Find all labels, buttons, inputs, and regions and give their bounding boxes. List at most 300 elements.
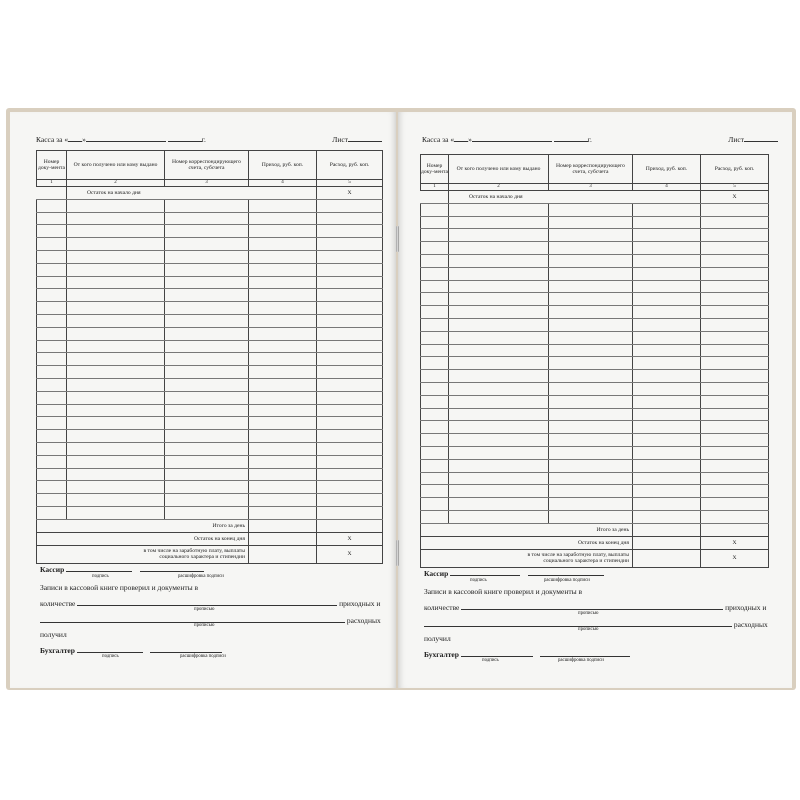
day-total-income[interactable] <box>249 519 317 532</box>
year-suffix: г. <box>587 135 592 144</box>
entry-cell[interactable] <box>37 314 67 327</box>
entry-cell[interactable] <box>317 430 383 443</box>
entry-cell[interactable] <box>449 446 549 459</box>
salary-label <box>421 549 633 567</box>
entry-cell[interactable] <box>37 238 67 251</box>
entry-cell[interactable] <box>317 506 383 519</box>
entry-cell[interactable] <box>449 472 549 485</box>
entry-cell[interactable] <box>249 506 317 519</box>
entry-cell[interactable] <box>549 357 633 370</box>
accountant-decoding-field[interactable] <box>540 649 630 657</box>
entry-cell[interactable] <box>701 229 769 242</box>
month-field[interactable] <box>472 134 552 142</box>
entry-cell[interactable] <box>449 293 549 306</box>
entry-cell[interactable] <box>449 382 549 395</box>
entry-cell[interactable] <box>449 498 549 511</box>
entry-cell[interactable] <box>165 314 249 327</box>
entry-cell[interactable] <box>549 306 633 319</box>
sheet-field[interactable] <box>744 134 778 142</box>
entry-cell[interactable] <box>37 340 67 353</box>
entry-cell[interactable] <box>165 225 249 238</box>
entry-cell[interactable] <box>449 421 549 434</box>
entry-cell[interactable] <box>317 442 383 455</box>
entry-cell[interactable] <box>633 395 701 408</box>
entry-cell[interactable] <box>37 276 67 289</box>
entry-cell[interactable] <box>421 434 449 447</box>
entry-cell[interactable] <box>317 455 383 468</box>
entry-cell[interactable] <box>67 314 165 327</box>
entry-cell[interactable] <box>249 391 317 404</box>
entry-cell[interactable] <box>449 242 549 255</box>
accountant-decoding-field[interactable] <box>150 645 222 653</box>
entry-cell[interactable] <box>67 353 165 366</box>
entry-cell[interactable] <box>421 510 449 523</box>
entry-cell[interactable] <box>37 353 67 366</box>
entry-cell[interactable] <box>633 485 701 498</box>
entry-cell[interactable] <box>549 510 633 523</box>
entry-cell[interactable] <box>449 318 549 331</box>
entry-cell[interactable] <box>633 254 701 267</box>
table-row <box>37 289 383 302</box>
accountant-signature-field[interactable] <box>77 645 143 653</box>
entry-cell[interactable] <box>449 370 549 383</box>
entry-cell[interactable] <box>421 395 449 408</box>
cashier-decoding-field[interactable] <box>140 564 204 572</box>
incoming-count-field[interactable] <box>461 602 723 610</box>
entry-cell[interactable] <box>449 408 549 421</box>
entry-cell[interactable] <box>317 289 383 302</box>
entry-cell[interactable] <box>449 510 549 523</box>
entry-cell[interactable] <box>701 485 769 498</box>
entry-cell[interactable] <box>37 442 67 455</box>
entry-cell[interactable] <box>549 459 633 472</box>
entry-cell[interactable] <box>165 302 249 315</box>
day-total-label: Итого за день <box>421 523 633 536</box>
entry-cell[interactable] <box>421 254 449 267</box>
entry-cell[interactable] <box>549 203 633 216</box>
table-row <box>421 395 769 408</box>
entry-cell[interactable] <box>633 446 701 459</box>
entry-cell[interactable] <box>317 238 383 251</box>
x-mark: X <box>317 545 383 563</box>
entry-cell[interactable] <box>549 293 633 306</box>
entry-cell[interactable] <box>421 408 449 421</box>
entry-cell[interactable] <box>549 485 633 498</box>
entry-cell[interactable] <box>249 302 317 315</box>
received-label: получил <box>424 634 451 643</box>
cashier-label: Кассир <box>424 569 449 578</box>
salary-line1: в том числе на заработную плату, выплаты <box>527 551 629 558</box>
entry-cell[interactable] <box>37 225 67 238</box>
entry-cell[interactable] <box>67 468 165 481</box>
entry-cell[interactable] <box>449 434 549 447</box>
table-row <box>37 481 383 494</box>
entry-cell[interactable] <box>701 395 769 408</box>
entry-cell[interactable] <box>249 263 317 276</box>
entry-cell[interactable] <box>421 485 449 498</box>
entry-cell[interactable] <box>165 250 249 263</box>
entry-cell[interactable] <box>701 216 769 229</box>
entry-cell[interactable] <box>633 344 701 357</box>
entry-cell[interactable] <box>37 455 67 468</box>
entry-cell[interactable] <box>317 366 383 379</box>
entry-cell[interactable] <box>165 442 249 455</box>
entry-cell[interactable] <box>449 344 549 357</box>
entry-cell[interactable] <box>549 242 633 255</box>
entry-cell[interactable] <box>67 455 165 468</box>
entry-cell[interactable] <box>249 250 317 263</box>
entry-cell[interactable] <box>701 357 769 370</box>
entry-cell[interactable] <box>633 382 701 395</box>
entry-cell[interactable] <box>67 378 165 391</box>
entry-cell[interactable] <box>165 506 249 519</box>
entry-cell[interactable] <box>317 340 383 353</box>
entry-cell[interactable] <box>701 472 769 485</box>
entry-cell[interactable] <box>633 267 701 280</box>
entry-cell[interactable] <box>633 370 701 383</box>
entry-cell[interactable] <box>317 417 383 430</box>
cashier-decoding-field[interactable] <box>528 568 604 576</box>
entry-cell[interactable] <box>37 302 67 315</box>
table-row <box>37 468 383 481</box>
entry-cell[interactable] <box>165 199 249 212</box>
entry-cell[interactable] <box>421 446 449 459</box>
entry-cell[interactable] <box>549 408 633 421</box>
entry-cell[interactable] <box>37 263 67 276</box>
entry-cell[interactable] <box>421 280 449 293</box>
entry-cell[interactable] <box>449 306 549 319</box>
entry-cell[interactable] <box>701 306 769 319</box>
entry-cell[interactable] <box>633 280 701 293</box>
entry-cell[interactable] <box>249 430 317 443</box>
entry-cell[interactable] <box>317 353 383 366</box>
entry-cell[interactable] <box>67 494 165 507</box>
entry-cell[interactable] <box>421 229 449 242</box>
entry-cell[interactable] <box>701 344 769 357</box>
entry-cell[interactable] <box>549 446 633 459</box>
entry-cell[interactable] <box>165 366 249 379</box>
entry-cell[interactable] <box>633 229 701 242</box>
entry-cell[interactable] <box>67 199 165 212</box>
entry-cell[interactable] <box>549 344 633 357</box>
entry-cell[interactable] <box>67 481 165 494</box>
entry-cell[interactable] <box>421 306 449 319</box>
entry-cell[interactable] <box>701 459 769 472</box>
entry-cell[interactable] <box>549 421 633 434</box>
entry-cell[interactable] <box>165 455 249 468</box>
entry-cell[interactable] <box>421 498 449 511</box>
table-row <box>37 366 383 379</box>
entry-cell[interactable] <box>701 408 769 421</box>
x-mark: X <box>701 549 769 567</box>
entry-cell[interactable] <box>701 382 769 395</box>
entry-cell[interactable] <box>633 242 701 255</box>
day-field[interactable] <box>68 134 82 142</box>
entry-cell[interactable] <box>37 430 67 443</box>
entry-cell[interactable] <box>249 238 317 251</box>
salary-value[interactable] <box>249 545 317 563</box>
entry-cell[interactable] <box>165 238 249 251</box>
entry-cell[interactable] <box>633 459 701 472</box>
entry-cell[interactable] <box>67 289 165 302</box>
entry-cell[interactable] <box>449 459 549 472</box>
entry-cell[interactable] <box>421 357 449 370</box>
entry-cell[interactable] <box>701 498 769 511</box>
year-field[interactable] <box>554 134 588 142</box>
entry-cell[interactable] <box>701 510 769 523</box>
cash-form-right <box>398 112 792 688</box>
entry-cell[interactable] <box>317 468 383 481</box>
entry-cell[interactable] <box>421 472 449 485</box>
entry-cell[interactable] <box>549 331 633 344</box>
entry-cell[interactable] <box>165 494 249 507</box>
entry-cell[interactable] <box>633 216 701 229</box>
entry-cell[interactable] <box>165 378 249 391</box>
entry-cell[interactable] <box>37 327 67 340</box>
entry-cell[interactable] <box>549 370 633 383</box>
entry-cell[interactable] <box>249 455 317 468</box>
entry-cell[interactable] <box>549 229 633 242</box>
entry-cell[interactable] <box>165 276 249 289</box>
entry-cell[interactable] <box>421 293 449 306</box>
entry-cell[interactable] <box>249 276 317 289</box>
entry-cell[interactable] <box>165 353 249 366</box>
entry-cell[interactable] <box>701 293 769 306</box>
entry-cell[interactable] <box>67 506 165 519</box>
entry-cell[interactable] <box>317 212 383 225</box>
entry-cell[interactable] <box>165 327 249 340</box>
entry-cell[interactable] <box>249 353 317 366</box>
entry-cell[interactable] <box>37 378 67 391</box>
entry-cell[interactable] <box>249 494 317 507</box>
entry-cell[interactable] <box>701 267 769 280</box>
entry-cell[interactable] <box>67 366 165 379</box>
entry-cell[interactable] <box>633 203 701 216</box>
entry-cell[interactable] <box>165 263 249 276</box>
entry-cell[interactable] <box>449 395 549 408</box>
entry-cell[interactable] <box>633 408 701 421</box>
entry-cell[interactable] <box>67 225 165 238</box>
entry-cell[interactable] <box>37 250 67 263</box>
entry-cell[interactable] <box>633 318 701 331</box>
entry-cell[interactable] <box>67 263 165 276</box>
entry-cell[interactable] <box>421 331 449 344</box>
entry-cell[interactable] <box>449 216 549 229</box>
entry-cell[interactable] <box>549 318 633 331</box>
entry-cell[interactable] <box>249 468 317 481</box>
entry-cell[interactable] <box>449 280 549 293</box>
day-total-income[interactable] <box>633 523 701 536</box>
entry-cell[interactable] <box>421 459 449 472</box>
entry-cell[interactable] <box>67 430 165 443</box>
entry-cell[interactable] <box>317 225 383 238</box>
entry-cell[interactable] <box>633 357 701 370</box>
table-row <box>37 430 383 443</box>
entry-cell[interactable] <box>633 498 701 511</box>
empty-cell <box>37 187 67 200</box>
entry-cell[interactable] <box>249 417 317 430</box>
entry-cell[interactable] <box>701 370 769 383</box>
outgoing-count-field[interactable] <box>424 619 732 627</box>
month-field[interactable] <box>86 134 166 142</box>
entry-cell[interactable] <box>249 340 317 353</box>
entry-cell[interactable] <box>633 331 701 344</box>
entry-cell[interactable] <box>549 472 633 485</box>
day-total-expense[interactable] <box>317 519 383 532</box>
entry-cell[interactable] <box>701 203 769 216</box>
entry-cell[interactable] <box>421 216 449 229</box>
entry-cell[interactable] <box>249 199 317 212</box>
year-field[interactable] <box>168 134 202 142</box>
entry-cell[interactable] <box>449 229 549 242</box>
entry-cell[interactable] <box>701 280 769 293</box>
entry-cell[interactable] <box>449 203 549 216</box>
entry-cell[interactable] <box>701 254 769 267</box>
sheet-label: Лист <box>332 135 348 144</box>
entry-cell[interactable] <box>37 289 67 302</box>
entry-cell[interactable] <box>249 404 317 417</box>
entry-cell[interactable] <box>37 468 67 481</box>
entry-cell[interactable] <box>317 276 383 289</box>
entry-cell[interactable] <box>37 366 67 379</box>
entry-cell[interactable] <box>165 391 249 404</box>
entry-cell[interactable] <box>317 481 383 494</box>
entry-cell[interactable] <box>37 404 67 417</box>
entry-cell[interactable] <box>549 267 633 280</box>
entry-cell[interactable] <box>317 327 383 340</box>
salary-value[interactable] <box>633 549 701 567</box>
entry-cell[interactable] <box>449 254 549 267</box>
entry-cell[interactable] <box>421 382 449 395</box>
entry-cell[interactable] <box>317 250 383 263</box>
entry-cell[interactable] <box>67 276 165 289</box>
entry-cell[interactable] <box>249 289 317 302</box>
entry-cell[interactable] <box>701 331 769 344</box>
entry-cell[interactable] <box>249 378 317 391</box>
entry-cell[interactable] <box>67 238 165 251</box>
closing-balance-value[interactable] <box>249 532 317 545</box>
entry-cell[interactable] <box>67 417 165 430</box>
entry-cell[interactable] <box>701 421 769 434</box>
entry-cell[interactable] <box>249 442 317 455</box>
entry-cell[interactable] <box>37 494 67 507</box>
entry-cell[interactable] <box>67 212 165 225</box>
entry-cell[interactable] <box>633 293 701 306</box>
outgoing-count-field[interactable] <box>40 615 345 623</box>
entry-cell[interactable] <box>249 327 317 340</box>
entry-cell[interactable] <box>317 263 383 276</box>
entry-cell[interactable] <box>549 254 633 267</box>
entry-cell[interactable] <box>165 481 249 494</box>
entry-cell[interactable] <box>249 366 317 379</box>
entry-cell[interactable] <box>549 216 633 229</box>
entry-cell[interactable] <box>37 212 67 225</box>
entry-cell[interactable] <box>701 318 769 331</box>
entry-cell[interactable] <box>249 314 317 327</box>
entry-cell[interactable] <box>317 391 383 404</box>
entry-cell[interactable] <box>165 212 249 225</box>
entry-cell[interactable] <box>421 203 449 216</box>
entry-cell[interactable] <box>317 199 383 212</box>
col-account: Номер корреспондирующего счета, субсчета <box>549 155 633 184</box>
entry-cell[interactable] <box>165 404 249 417</box>
entry-cell[interactable] <box>165 468 249 481</box>
entry-cell[interactable] <box>249 225 317 238</box>
entry-cell[interactable] <box>421 370 449 383</box>
entry-cell[interactable] <box>549 395 633 408</box>
entry-cell[interactable] <box>633 421 701 434</box>
entry-cell[interactable] <box>165 417 249 430</box>
form-title <box>422 134 778 144</box>
cashier-signature-field[interactable] <box>450 568 520 576</box>
incoming-count-field[interactable] <box>77 598 337 606</box>
entry-cell[interactable] <box>549 280 633 293</box>
entry-cell[interactable] <box>633 510 701 523</box>
closing-balance-value[interactable] <box>633 536 701 549</box>
sheet-field[interactable] <box>348 134 382 142</box>
entry-cell[interactable] <box>549 434 633 447</box>
day-field[interactable] <box>454 134 468 142</box>
entry-cell[interactable] <box>67 250 165 263</box>
entry-cell[interactable] <box>701 434 769 447</box>
entry-cell[interactable] <box>701 446 769 459</box>
entry-cell[interactable] <box>317 494 383 507</box>
accountant-signature-field[interactable] <box>461 649 533 657</box>
entry-cell[interactable] <box>37 391 67 404</box>
table-row <box>421 203 769 216</box>
entry-cell[interactable] <box>67 340 165 353</box>
entry-cell[interactable] <box>317 314 383 327</box>
entry-cell[interactable] <box>67 442 165 455</box>
entry-cell[interactable] <box>249 212 317 225</box>
entry-cell[interactable] <box>421 318 449 331</box>
table-row <box>37 327 383 340</box>
entry-cell[interactable] <box>37 481 67 494</box>
entry-cell[interactable] <box>317 302 383 315</box>
entry-cell[interactable] <box>449 267 549 280</box>
entry-cell[interactable] <box>633 472 701 485</box>
entry-cell[interactable] <box>165 289 249 302</box>
entry-cell[interactable] <box>549 498 633 511</box>
entry-cell[interactable] <box>37 417 67 430</box>
empty-cell <box>421 191 449 204</box>
entry-cell[interactable] <box>549 382 633 395</box>
entry-cell[interactable] <box>165 340 249 353</box>
entry-cell[interactable] <box>421 267 449 280</box>
entry-cell[interactable] <box>67 391 165 404</box>
entry-cell[interactable] <box>165 430 249 443</box>
entry-cell[interactable] <box>421 242 449 255</box>
cashier-signature-field[interactable] <box>66 564 132 572</box>
entry-cell[interactable] <box>633 306 701 319</box>
day-total-expense[interactable] <box>701 523 769 536</box>
entry-cell[interactable] <box>67 302 165 315</box>
entry-cell[interactable] <box>701 242 769 255</box>
entry-cell[interactable] <box>249 481 317 494</box>
entry-cell[interactable] <box>421 344 449 357</box>
entry-cell[interactable] <box>449 485 549 498</box>
entry-cell[interactable] <box>449 357 549 370</box>
entry-cell[interactable] <box>633 434 701 447</box>
entry-cell[interactable] <box>67 404 165 417</box>
entry-cell[interactable] <box>67 327 165 340</box>
entry-cell[interactable] <box>37 199 67 212</box>
entry-cell[interactable] <box>421 421 449 434</box>
entry-cell[interactable] <box>317 378 383 391</box>
entry-cell[interactable] <box>449 331 549 344</box>
entry-cell[interactable] <box>317 404 383 417</box>
entry-cell[interactable] <box>37 506 67 519</box>
